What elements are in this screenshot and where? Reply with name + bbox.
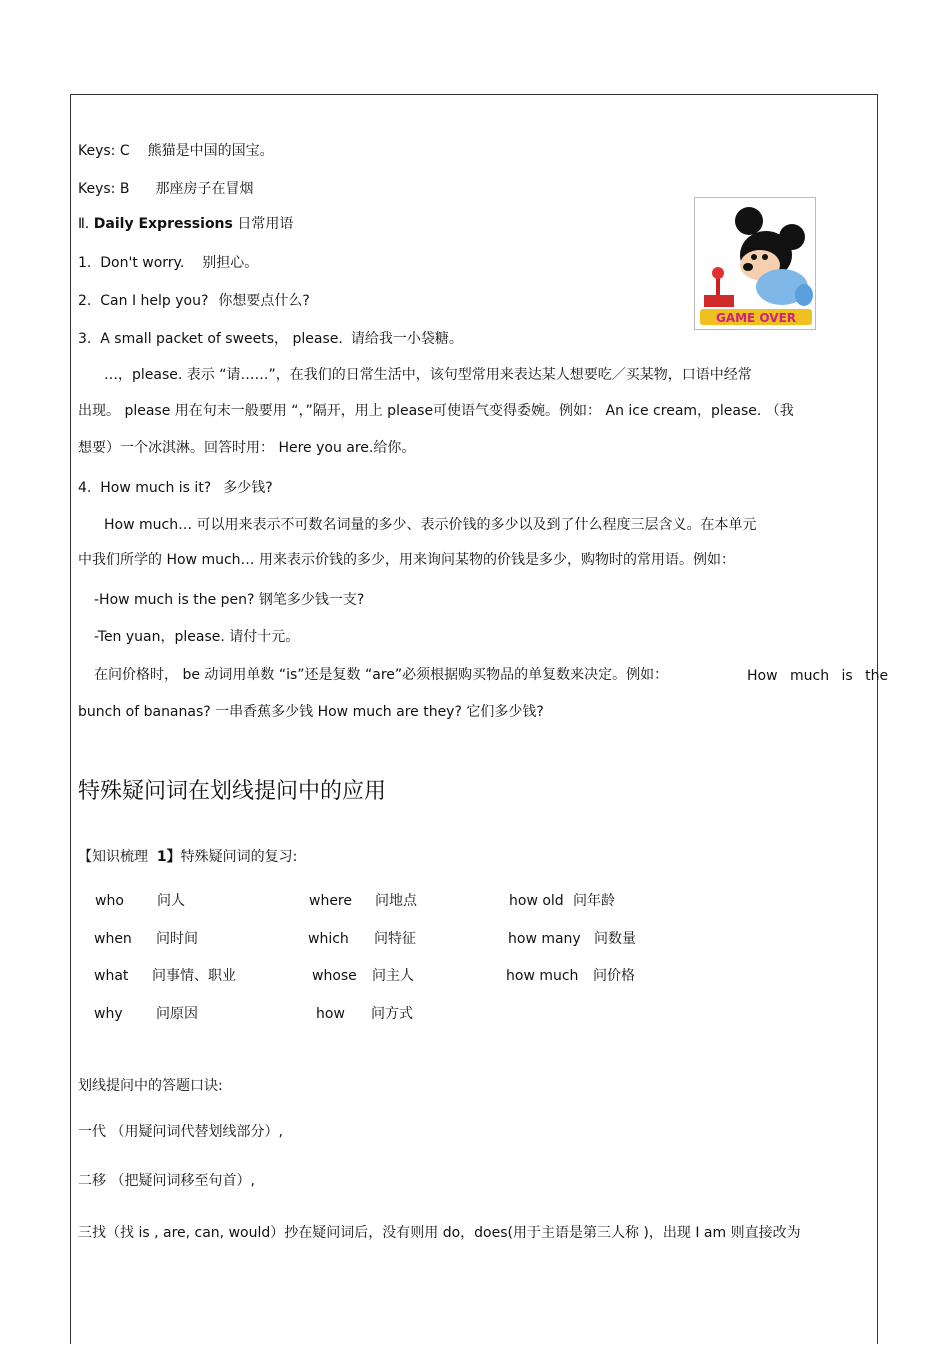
- joystick-icon: [712, 267, 724, 279]
- wh-meaning: 问方式: [371, 1006, 413, 1022]
- wh-word: who: [95, 893, 124, 909]
- wh-word: how: [316, 1006, 345, 1022]
- wh-word: how many: [508, 931, 581, 947]
- expression-item: 2. Can I help you? 你想要点什么?: [78, 293, 310, 309]
- explain-para-1: 想要）一个冰淇淋。回答时用： Here you are.给你。: [78, 440, 416, 456]
- tips-line: 三找（找 is , are, can, would）抄在疑问词后，没有则用 do，does(用于主语是第三人称 )，出现 I am 则直接改为: [78, 1225, 801, 1241]
- wh-meaning: 问时间: [156, 931, 198, 947]
- wh-word: what: [94, 968, 129, 984]
- wh-meaning: 问主人: [372, 968, 414, 984]
- wh-word: where: [309, 893, 352, 909]
- wh-word: why: [94, 1006, 123, 1022]
- tips-line: 一代 （用疑问词代替划线部分）,: [78, 1124, 283, 1140]
- wh-meaning: 问人: [157, 893, 185, 909]
- explain-para-1: …，please. 表示 “请……”，在我们的日常生活中，该句型常用来表达某人想要吃／买某物，口语中经常: [104, 367, 752, 383]
- wh-meaning: 问地点: [375, 893, 417, 909]
- expression-item: 4. How much is it? 多少钱?: [78, 480, 273, 496]
- wh-word: whose: [312, 968, 357, 984]
- wh-word: how much: [506, 968, 579, 984]
- knowledge-title: 【知识梳理 1】特殊疑问词的复习:: [78, 849, 298, 865]
- explain-para-1: 出现。 please 用在句末一般要用 “，”隔开，用上 please可使语气变得委婉。例如： An ice cream，please. （我: [78, 403, 794, 419]
- dialog-line: -How much is the pen? 钢笔多少钱一支?: [94, 592, 365, 608]
- mickey-ear-left: [735, 207, 763, 235]
- explain-para-2: 中我们所学的 How much… 用来表示价钱的多少，用来询问某物的价钱是多少，购物时的常用语。例如：: [78, 552, 735, 568]
- game-over-text: GAME OVER: [715, 311, 797, 325]
- expression-item: 3. A small packet of sweets， please. 请给我一小袋糖。: [78, 331, 463, 347]
- section-heading: Ⅱ. Daily Expressions 日常用语: [78, 216, 294, 232]
- expression-item: 1. Don't worry. 别担心。: [78, 255, 259, 271]
- page-heading: 特殊疑问词在划线提问中的应用: [78, 779, 387, 804]
- cartoon-image: [694, 197, 816, 330]
- explain-para-3: How much is the: [747, 668, 889, 684]
- wh-meaning: 问数量: [594, 931, 636, 947]
- wh-word: when: [94, 931, 132, 947]
- wh-word: how old: [509, 893, 564, 909]
- wh-meaning: 问年龄: [573, 893, 615, 909]
- wh-meaning: 问原因: [156, 1006, 198, 1022]
- dialog-line: -Ten yuan，please. 请付十元。: [94, 629, 300, 645]
- tips-title: 划线提问中的答题口诀:: [78, 1078, 223, 1094]
- explain-para-3: bunch of bananas? 一串香蕉多少钱 How much are they? 它们多少钱?: [78, 704, 544, 720]
- wh-word: which: [308, 931, 349, 947]
- key-line-2: Keys: B 那座房子在冒烟: [78, 181, 254, 197]
- wh-meaning: 问特征: [374, 931, 416, 947]
- key-line-1: Keys: C 熊猫是中国的国宝。: [78, 143, 274, 159]
- explain-para-2: How much… 可以用来表示不可数名词量的多少、表示价钱的多少以及到了什么程度三层含义。在本单元: [104, 517, 757, 533]
- explain-para-3: 在问价格时， be 动词用单数 “is”还是复数 “are”必须根据购买物品的单复数来决定。例如：: [94, 667, 669, 683]
- tips-line: 二移 （把疑问词移至句首）,: [78, 1173, 255, 1189]
- wh-meaning: 问价格: [593, 968, 635, 984]
- wh-meaning: 问事情、职业: [152, 968, 236, 984]
